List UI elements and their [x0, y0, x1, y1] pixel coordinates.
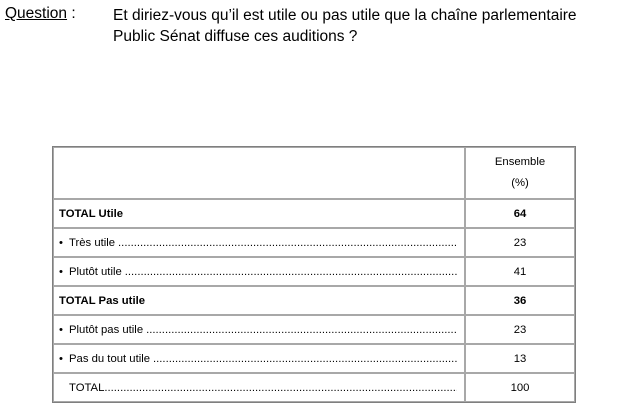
row-value-tres-utile: 23	[465, 228, 575, 257]
row-value-total: 100	[465, 373, 575, 402]
row-label-plutot-pas-utile: Plutôt pas utile	[69, 323, 144, 336]
table-row-total-utile	[53, 199, 575, 228]
dot-leader	[153, 353, 457, 365]
question-line-2: Public Sénat diffuse ces auditions ?	[113, 28, 358, 45]
column-header-ensemble	[465, 147, 575, 199]
row-label-pas-du-tout-utile: Pas du tout utile	[69, 352, 151, 365]
row-value-total-pas-utile: 36	[465, 286, 575, 315]
row-label-cell-plutot-pas-utile	[53, 315, 465, 344]
bullet-icon: •	[59, 352, 63, 365]
row-value-plutot-pas-utile: 23	[465, 315, 575, 344]
row-label-total: TOTAL	[69, 381, 105, 394]
dot-leader	[146, 324, 457, 336]
dot-leader	[104, 382, 457, 394]
row-value-plutot-utile: 41	[465, 257, 575, 286]
question-text	[113, 5, 577, 47]
row-label-cell-tres-utile	[53, 228, 465, 257]
bullet-icon: •	[59, 265, 63, 278]
table-row-tres-utile	[53, 228, 575, 257]
question-label	[5, 5, 76, 23]
bullet-icon: •	[59, 323, 63, 336]
row-label-cell-total	[53, 373, 465, 402]
row-label-cell-plutot-utile	[53, 257, 465, 286]
table-header-row	[53, 147, 575, 199]
table-row-total-pas-utile	[53, 286, 575, 315]
table-row-pas-du-tout-utile	[53, 344, 575, 373]
column-header-line-1: Ensemble	[494, 156, 546, 168]
dot-leader	[125, 266, 457, 278]
table-row-plutot-pas-utile	[53, 315, 575, 344]
row-value-pas-du-tout-utile: 13	[465, 344, 575, 373]
row-label-plutot-utile: Plutôt utile	[69, 265, 122, 278]
question-word: Question	[5, 5, 68, 22]
row-label-cell-pas-du-tout-utile	[53, 344, 465, 373]
row-label-total-pas-utile: TOTAL Pas utile	[53, 286, 465, 315]
table-row-plutot-utile	[53, 257, 575, 286]
results-table	[52, 146, 576, 403]
bullet-icon: •	[59, 236, 63, 249]
question-colon: :	[71, 5, 76, 22]
row-value-total-utile: 64	[465, 199, 575, 228]
row-label-total-utile: TOTAL Utile	[53, 199, 465, 228]
question-line-1: Et diriez-vous qu’il est utile ou pas utile que la chaîne parlementaire	[113, 7, 577, 24]
column-header-line-2: (%)	[511, 177, 529, 189]
dot-leader	[118, 237, 457, 249]
table-row-total	[53, 373, 575, 402]
row-label-tres-utile: Très utile	[69, 236, 116, 249]
header-empty-cell	[53, 147, 465, 199]
